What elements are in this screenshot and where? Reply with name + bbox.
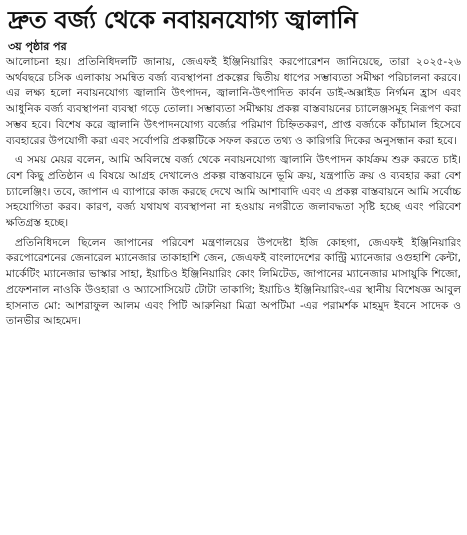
article-paragraph-2: এ সময় মেয়র বলেন, আমি অবিলম্বে বর্জ্য থেকে নবায়নযোগ্য জ্বালানি উৎপাদন কার্যক্রম শুরু করতে চাই। বেশ কিছু প্রতিষ্ঠান এ বিষয়ে আগ্রহ দেখালেও প্রকল্প বাস্তবায়নে ভূমি ক্রয়, যন্ত্রপাতি ক্রয় ও ব্যবহার করা বেশ চ্যালেঞ্জিং। তবে, জাপান এ ব্যাপারে কাজ করছে দেখে আমি আশাবাদি এবং এ প্রকল্প বাস্তবায়নে আমি সর্বোচ্চ সহযোগিতা করব। কারণ, বর্জ্য যথাযথ ব্যবস্থাপনা না হওয়ায় নগরীতে জলাবদ্ধতা সৃষ্টি হচ্ছে এবং পরিবেশ ক্ষতিগ্রস্ত হচ্ছে। <box>6 154 461 230</box>
article-body <box>6 55 461 330</box>
article-paragraph-3: প্রতিনিধিদলে ছিলেন জাপানের পরিবেশ মন্ত্রণালয়ের উপদেষ্টা ইজি কোহগা, জেএফই ইঞ্জিনিয়ারিং করপোরেশনের জেনারেল ম্যানেজার তাকাহাশি জেন, জেএফই বাংলাদেশের কান্ট্রি ম্যানেজার ওগুহাশি কেন্টা, মার্কেটিং ম্যানেজার ভাস্কার সাহা, ইয়াচিও ইঞ্জিনিয়ারিং কোং লিমিটেড, জাপানের ম্যানেজার মাসায়ুকি শিজো, প্রফেশনাল নাওকি উওহারা ও অ্যাসোসিয়েট টোটা তাকাগি; ইয়াচিও ইঞ্জিনিয়ারিং-এর স্থানীয় বিশেষজ্ঞ আবুল হাসনাত মো: আশরাফুল আলম এবং পিটি আরুনিয়া মিত্রা অপটিমা -এর পরামর্শক মাহমুদ ইবনে সাদেক ও তানভীর আহমেদ। <box>6 236 461 328</box>
article-paragraph-1: আলোচনা হয়। প্রতিনিধিদলটি জানায়, জেএফই ইঞ্জিনিয়ারিং করপোরেশন জানিয়েছে, তারা ২০২৫-২৬ অর্থবছরে চসিক এলাকায় সমন্বিত বর্জ্য ব্যবস্থাপনা প্রকল্পের দ্বিতীয় ধাপের সম্ভাব্যতা সমীক্ষা পরিচালনা করবে। এর লক্ষ্য হলো নবায়নযোগ্য জ্বালানি উৎপাদন, জ্বালানি-উৎপাদিত কার্বন ডাই-অক্সাইড নির্গমন হ্রাস এবং আধুনিক বর্জ্য ব্যবস্থাপনা ব্যবস্থা গড়ে তোলা। সম্ভাব্যতা সমীক্ষায় প্রকল্প বাস্তবায়নের চ্যালেঞ্জসমূহ নিরূপণ করা সম্ভব হবে। বিশেষ করে জ্বালানি উৎপাদনযোগ্য বর্জ্যের পরিমাণ চিহ্নিতকরণ, প্রাপ্ত বর্জ্যকে কাঁচামাল হিসেবে ব্যবহারের উপযোগী করা এবং সর্বোপরি প্রকল্পটিকে সফল করতে তথ্য ও কারিগরি দিকের অনুসন্ধান করা হবে। <box>6 56 461 147</box>
article-headline: দ্রুত বর্জ্য থেকে নবায়নযোগ্য জ্বালানি <box>8 6 358 34</box>
continued-from-label: ৩য় পৃষ্ঠার পর <box>8 40 67 53</box>
